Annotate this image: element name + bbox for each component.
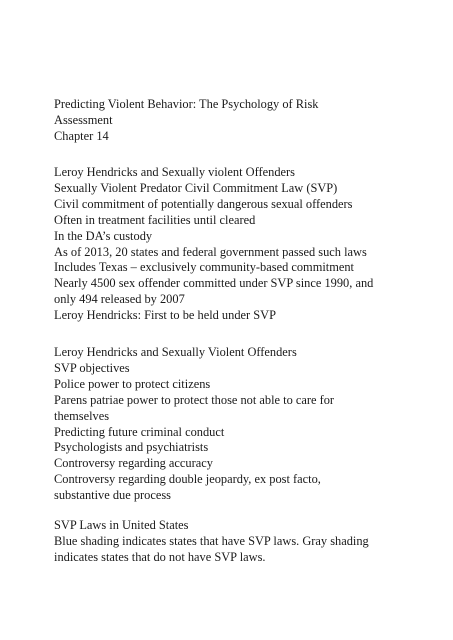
title-line: Assessment: [54, 112, 113, 127]
text-line: Controversy regarding accuracy: [54, 456, 213, 471]
text-line: In the DA’s custody: [54, 228, 153, 243]
text-line: Civil commitment of potentially dangerous sexual offenders: [54, 196, 353, 211]
section-heading: SVP Laws in United States: [54, 518, 189, 532]
text-line: Parens patriae power to protect those not able to care for: [54, 392, 335, 407]
text-line: Includes Texas – exclusively community-based commitment: [54, 260, 354, 275]
section-heading: Leroy Hendricks and Sexually Violent Offenders: [54, 345, 297, 359]
text-line: As of 2013, 20 states and federal government passed such laws: [54, 244, 367, 259]
text-line: SVP objectives: [54, 360, 130, 375]
title-block: [54, 97, 414, 145]
text-line: Often in treatment facilities until cleared: [54, 212, 256, 227]
text-line: Leroy Hendricks: First to be held under SVP: [54, 308, 276, 323]
text-line: Nearly 4500 sex offender committed under SVP since 1990, and: [54, 276, 374, 291]
section-svp-objectives: [54, 345, 414, 504]
section-hendricks-svp: [54, 165, 414, 324]
text-line: Police power to protect citizens: [54, 376, 211, 391]
text-line: Psychologists and psychiatrists: [54, 440, 209, 455]
text-line: Sexually Violent Predator Civil Commitment Law (SVP): [54, 180, 338, 195]
text-line: Blue shading indicates states that have SVP laws. Gray shading: [54, 533, 369, 548]
chapter-label: Chapter 14: [54, 128, 109, 143]
title-line: Predicting Violent Behavior: The Psychology of Risk: [54, 97, 319, 111]
section-heading: Leroy Hendricks and Sexually violent Offenders: [54, 165, 295, 179]
text-line: Controversy regarding double jeopardy, ex post facto,: [54, 472, 321, 487]
text-line: substantive due process: [54, 488, 171, 503]
text-line: indicates states that do not have SVP laws.: [54, 549, 266, 564]
text-line: only 494 released by 2007: [54, 292, 185, 307]
section-svp-laws-map: [54, 518, 414, 566]
text-line: themselves: [54, 408, 110, 423]
text-line: Predicting future criminal conduct: [54, 424, 225, 439]
